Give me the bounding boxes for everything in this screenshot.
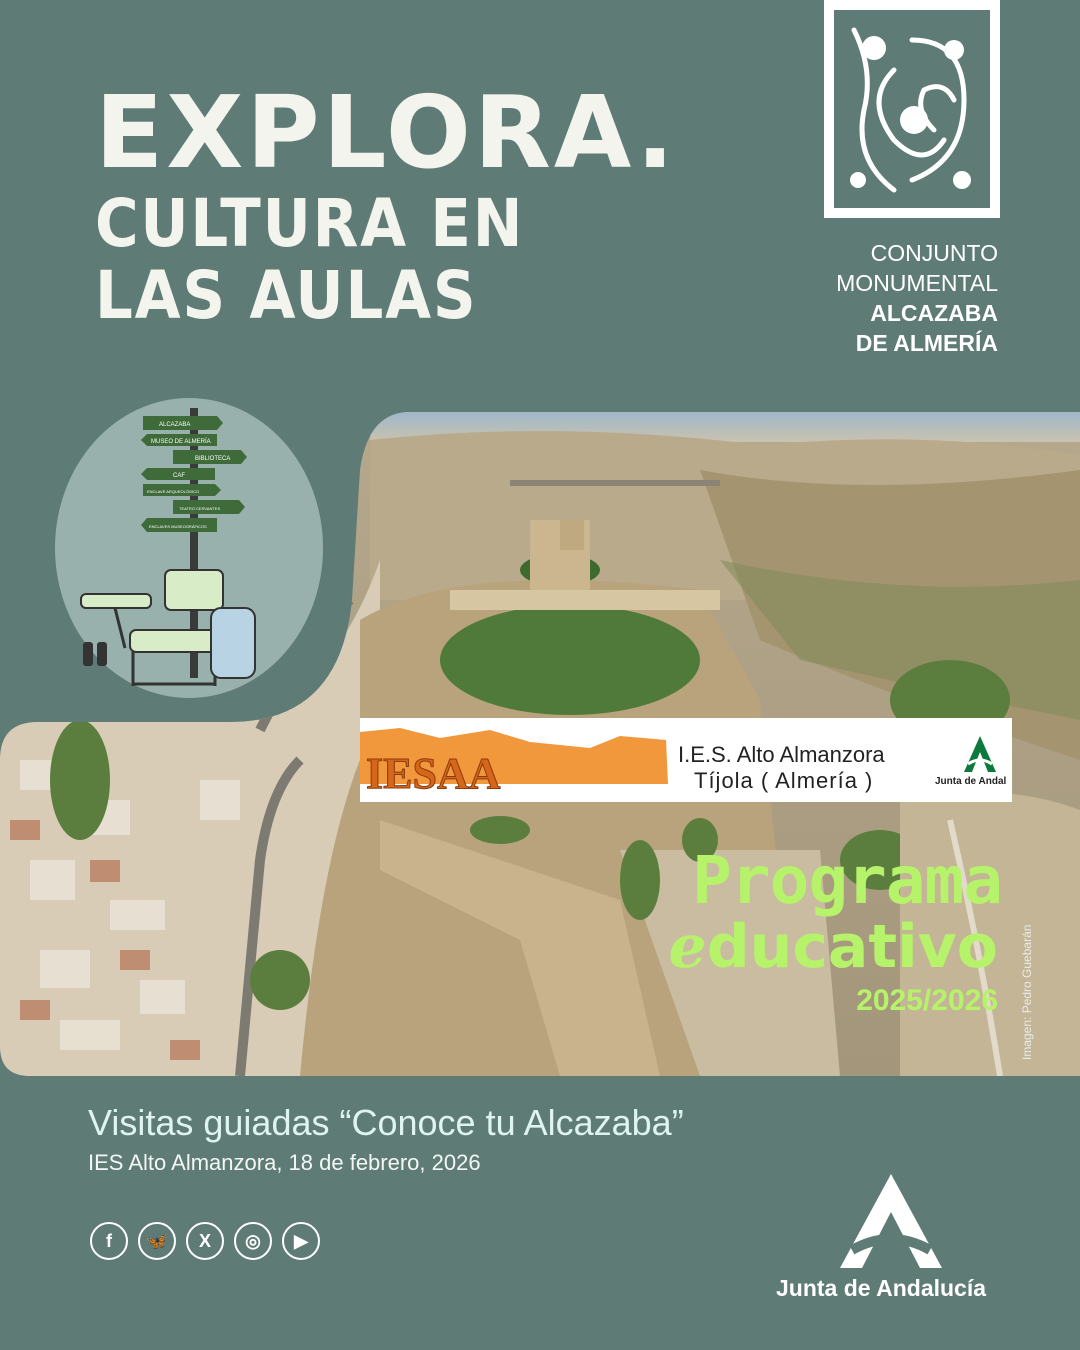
visit-subtitle: IES Alto Almanzora, 18 de febrero, 2026 [88, 1150, 481, 1175]
monument-line-4: DE ALMERÍA [855, 330, 998, 356]
social-links [90, 1222, 320, 1260]
junta-small-text: Junta de Andal [935, 776, 1007, 787]
title-line-1: EXPLORA. [95, 74, 678, 191]
monument-line-3: ALCAZABA [870, 300, 998, 326]
junta-andalucia-text: Junta de Andalucía [776, 1275, 987, 1301]
program-line-2 [669, 912, 999, 982]
sign-label: ALCAZABA [159, 422, 191, 428]
sign-label: MUSEO DE ALMERÍA [151, 439, 211, 445]
sign-label: TEATRO CERVANTES [179, 506, 221, 511]
monument-line-2: MONUMENTAL [836, 270, 998, 296]
program-initial: e [668, 912, 707, 982]
classroom-illustration [55, 398, 323, 698]
program-rest: ducativo [706, 912, 998, 982]
sign-label: ENCLAVES MUSEOGRÁFICOS [149, 524, 207, 529]
junta-small-logo-icon [962, 734, 998, 774]
school-banner [360, 718, 1012, 802]
sign-label: ENCLAVE ARQUEOLÓGICO [147, 489, 200, 494]
visit-title: Visitas guiadas “Conoce tu Alcazaba” [88, 1102, 684, 1143]
poster-title [95, 74, 678, 334]
iesaa-logo [360, 718, 670, 802]
ornament-icon [834, 10, 990, 208]
monument-name [836, 238, 998, 358]
facebook-icon[interactable]: f [90, 1222, 128, 1260]
junta-andalucia-logo-icon [838, 1172, 944, 1272]
sign-label: BIBLIOTECA [195, 456, 231, 462]
program-year: 2025/2026 [856, 984, 998, 1017]
monument-line-1: CONJUNTO [870, 240, 998, 266]
title-line-2: CULTURA EN [95, 185, 525, 262]
alcazaba-ornamental-logo [824, 0, 1000, 218]
sign-label: CAF [173, 473, 185, 479]
youtube-icon[interactable]: ▶ [282, 1222, 320, 1260]
school-town: Tíjola ( Almería ) [694, 768, 874, 793]
signpost-desk-illustration [55, 398, 323, 698]
school-name: I.E.S. Alto Almanzora [678, 742, 885, 767]
iesaa-mark-text: IESAA [366, 749, 501, 798]
instagram-icon[interactable]: ◎ [234, 1222, 272, 1260]
photo-credit: Imagen: Pedro Guebarán [1020, 924, 1034, 1060]
bluesky-icon[interactable]: 🦋 [138, 1222, 176, 1260]
x-icon[interactable]: X [186, 1222, 224, 1260]
title-line-3: LAS AULAS [95, 257, 478, 334]
program-line-1: Programa [692, 842, 1002, 919]
